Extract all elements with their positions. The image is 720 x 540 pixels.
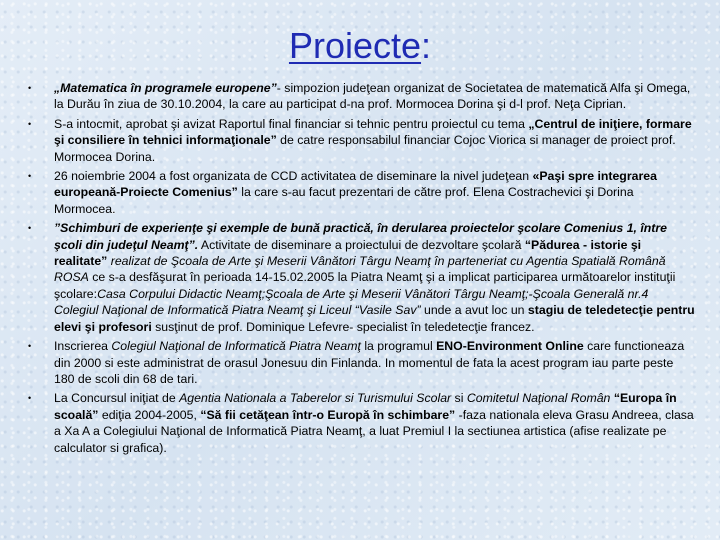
item-text: “Să fii cetăţean într-o Europă în schimbare”	[200, 407, 456, 422]
item-text: care functioneaza din 2000 si este administrat de orasul Jonesuu din Finlanda. In momentul de fata la acest program iau parte peste 180 de scoli din 68 de tari.	[54, 339, 685, 386]
slide-title-word: Proiecte	[288, 25, 422, 66]
list-item	[28, 80, 696, 113]
list-item	[28, 390, 696, 456]
item-text: Colegiul Naţional de Informatică Piatra Neamţ	[111, 339, 361, 354]
item-text: susţinut de prof. Dominique Lefevre- specialist în teledetecţie francez.	[151, 319, 535, 334]
item-text: “Pădurea - istorie şi realitate”	[54, 237, 642, 269]
item-text: la care s-au facut prezentari de către prof. Elena Costrachevici şi Dorina Mormocea.	[54, 185, 634, 216]
item-text: ”Schimburi de experienţe şi exemple de bună practică, în derularea proiectelor şcolare Comenius 1, între şcoli din judeţul Neamţ”.	[54, 221, 668, 252]
item-text: Activitate de diseminare a proiectului de dezvoltare şcolară	[198, 237, 525, 252]
item-text: ENO-Environment Online	[436, 339, 584, 354]
item-text: S-a intocmit, aprobat şi avizat Raportul final financiar si tehnic pentru proiectul cu tema	[54, 116, 529, 131]
item-text: si	[451, 391, 467, 406]
item-text: „Matematica în programele europene”	[54, 81, 277, 95]
item-text: „Centrul de iniţiere, formare şi consiliere în tehnici informaţionale”	[54, 116, 692, 148]
list-item	[28, 116, 696, 165]
bullet-icon: •	[28, 393, 32, 404]
item-text: realizat de Şcoala de Arte şi Meserii Vânători Târgu Neamţ în parteneriat cu Agentia Spatială Română ROSA	[54, 254, 666, 285]
item-text: Inscrierea	[54, 339, 112, 354]
list-item	[28, 338, 696, 387]
item-text: «Paşi spre integrarea europeană-Proiecte Comenius”	[54, 169, 657, 200]
item-text: stagiu de teledetecţie pentru elevi şi profesori	[54, 303, 695, 334]
bullet-icon: •	[28, 341, 32, 352]
bullet-icon: •	[28, 223, 32, 234]
item-text: Casa Corpului Didactic Neamţ;Şcoala de Arte şi Meserii Vânători Târgu Neamţ;-Şcoala Generală nr.4 Colegiul Naţional de Informatică Piatra Neamţ şi Liceul “Vasile Sav”	[54, 286, 649, 318]
item-text: Agentia Nationala a Taberelor si Turismului Scolar	[179, 391, 452, 406]
item-text: “Europa în scoală”	[54, 391, 677, 422]
bullet-icon: •	[28, 171, 32, 182]
item-text: - simpozion judeţean organizat de Societatea de matematică Alfa şi Omega, la Durău în ziua de 30.10.2004, la care au participat d-na prof. Mormocea Dorina şi d-l prof. Neţa Ciprian.	[54, 81, 691, 112]
item-text: 26 noiembrie 2004 a fost organizata de CCD activitatea de diseminare la nivel judeţean	[54, 169, 533, 184]
project-list	[28, 80, 696, 459]
list-item	[28, 220, 696, 335]
item-text: la programul	[360, 339, 437, 354]
item-text: de catre responsabilul financiar Cojoc Viorica si manager de proiect prof. Mormocea Dorina.	[54, 133, 676, 164]
bullet-icon: •	[28, 118, 32, 129]
item-text: unde a avut loc un	[420, 303, 528, 318]
item-text: -faza nationala eleva Grasu Andreea, clasa a Xa A a Colegiului Naţional de Informatică Piatra Neamţ, a luat Premiul I la sectiunea artistica (afise realizate pe calculator si grafica).	[54, 407, 694, 455]
bullet-icon: •	[28, 83, 32, 93]
item-text: ce s-a desfăşurat în perioada 14-15.02.2005 la Piatra Neamţ şi a implicat participarea următoarelor instituţii şcolare:	[54, 270, 676, 301]
list-item	[28, 168, 696, 217]
slide-title	[0, 24, 720, 68]
slide-title-colon: :	[421, 25, 432, 66]
item-text: ediţia 2004-2005,	[98, 407, 201, 422]
item-text: La Concursul iniţiat de	[54, 391, 180, 406]
item-text: Comitetul Naţional Român	[466, 391, 611, 406]
